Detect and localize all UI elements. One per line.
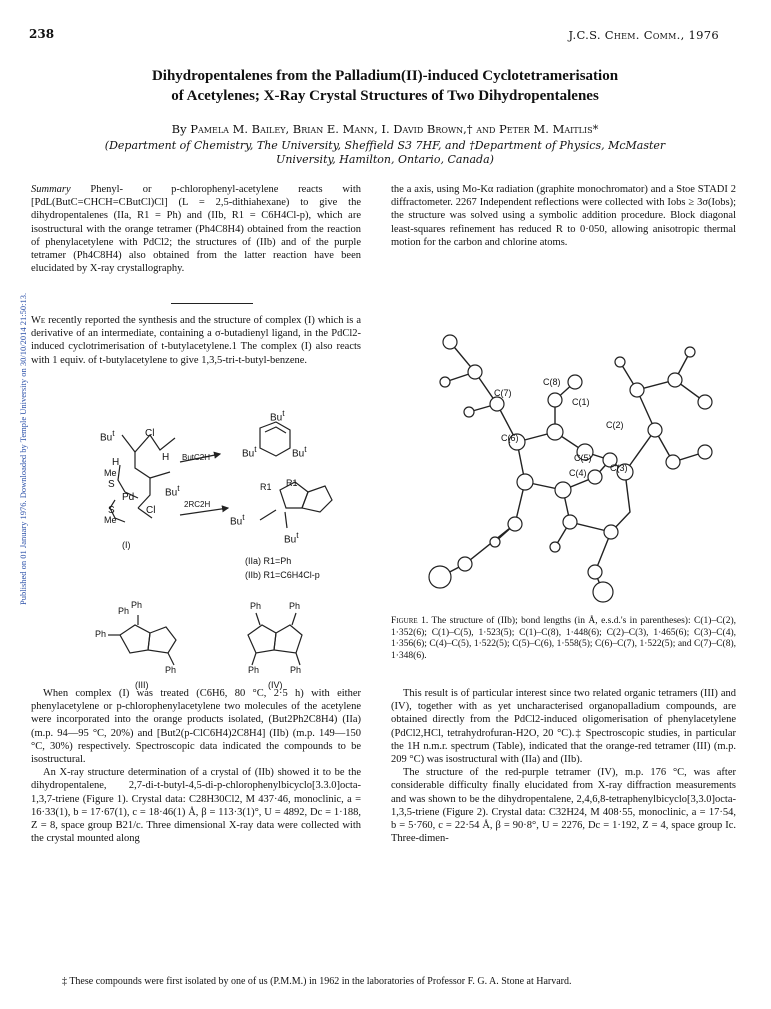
t-superscript: t bbox=[242, 512, 245, 522]
intro-lead-word: We bbox=[31, 315, 46, 326]
affiliation bbox=[90, 139, 680, 167]
t-superscript: t bbox=[254, 444, 257, 454]
atom-label-c2: C(2) bbox=[606, 420, 624, 430]
figure-caption-text: The structure of (IIb); bond lengths (in Å, e.s.d.'s in parentheses): C(1)–C(2), 1·352(6); C(1)–C(5), 1·523(5); C(1)–C(8), 1·448(6); C(2)–C(3), 1·465(6); C(3)–C(4), 1·356(6); C(4)–C(5), 1·522(5); C(5)–C(6), 1·558(5); C(6)–C(7), 1·522(5); and C(7)–C(8), 1·348(6). bbox=[391, 616, 736, 661]
but-text: Bu bbox=[100, 432, 113, 444]
author-by: By bbox=[171, 122, 187, 136]
discussion-paragraph-1: This result is of particular interest since two related organic tetramers (III) and (IV), together with as yet uncharacterised organopalladium compounds, are obtained directly from the PdCl2-induced oligomerisation of phenylacetylene (PdCl2,HCl, tetrahydrofuran-H2O, 20 °C).‡ Spectroscopic studies, in particular the 1H n.m.r. spectrum (Table), indicated that the orange-red tetramer (III) (m.p. 209 °C) was isostructural with (IIa) and (IIb). bbox=[391, 688, 736, 766]
t-superscript: t bbox=[304, 444, 307, 454]
compound-label-IIa: (IIa) R1=Ph bbox=[245, 556, 292, 566]
iii-ph-bottom: Ph bbox=[165, 665, 177, 675]
compound-label-IIb: (IIb) R1=C6H4Cl-p bbox=[245, 570, 320, 580]
figure-caption bbox=[391, 616, 736, 662]
but-text: Bu bbox=[292, 448, 305, 460]
atom-label-c3: C(3) bbox=[610, 463, 628, 473]
scheme-label-cl-1: Cl bbox=[145, 428, 155, 439]
scheme-label-h-1: H bbox=[112, 457, 120, 468]
affiliation-line-2: University, Hamilton, Ontario, Canada) bbox=[276, 153, 494, 166]
intro-paragraph bbox=[31, 314, 361, 367]
results-paragraph-1: When complex (I) was treated (C6H6, 80 °C, 2·5 h) with either phenylacetylene or p-chlorophenylacetylene two molecules of the acetylene were incorporated into the orange products isolated, (But2Ph2C8H4) (IIa) (m.p. 94—95 °C, 20%) and [But2(p-ClC6H4)2C8H4] (IIb) (m.p. 149—150 °C, 30%) respectively. Spectroscopic data indicated the compounds to be isostructural. bbox=[31, 688, 361, 766]
title-line-1: Dihydropentalenes from the Palladium(II)-induced Cyclotetramerisation bbox=[151, 68, 619, 84]
crystal-structure-figure bbox=[405, 292, 725, 607]
atom-label-c1: C(1) bbox=[572, 397, 590, 407]
iii-ph-top-1: Ph bbox=[118, 606, 130, 616]
atom-label-c5: C(5) bbox=[574, 453, 592, 463]
summary-paragraph bbox=[31, 183, 361, 275]
article-title bbox=[60, 66, 710, 106]
but-text: Bu bbox=[165, 487, 178, 499]
scheme-label-me-2: Me bbox=[104, 515, 117, 525]
scheme-label-but-product-bottom bbox=[284, 530, 299, 545]
compound-label-I: (I) bbox=[122, 540, 131, 550]
methods-paragraph: the a axis, using Mo-Kα radiation (graphite monochromator) and a Stoe STADI 2 diffractometer. 2267 Independent reflections were collected with Iobs ≥ 3σ(Iobs); the structure was solved using a symbolic addition procedure. Block diagonal least-squares refinement has reduced R to 0·050, allowing anisotropic thermal motion for the carbon and chlorine atoms. bbox=[391, 184, 736, 248]
intro-text: recently reported the synthesis and the structure of complex (I) which is a derivative of an intermediate, containing a σ-butadienyl ligand, in the PdCl2-induced cyclotrimerisation of t-butylacetylene.1 The complex (I) also reacts with 1 equiv. of t-butylacetylene to give 1,3,5-tri-t-butyl-benzene. bbox=[31, 315, 361, 366]
scheme-label-but-top bbox=[270, 408, 285, 423]
but-text: Bu bbox=[230, 516, 243, 528]
results-column-right bbox=[391, 687, 736, 845]
footnote: ‡ These compounds were first isolated by one of us (P.M.M.) in 1962 in the laboratories of Professor F. G. A. Stone at Harvard. bbox=[62, 976, 572, 987]
scheme-label-but-left bbox=[242, 444, 257, 459]
atom-label-c4: C(4) bbox=[569, 468, 587, 478]
iv-ph-top-left: Ph bbox=[250, 601, 262, 611]
iv-ph-bottom-right: Ph bbox=[290, 665, 302, 675]
scheme-reagent-1: ButC2H bbox=[182, 453, 211, 462]
but-text: Bu bbox=[270, 412, 283, 424]
atom-label-c6: C(6) bbox=[501, 433, 519, 443]
author-names: Pamela M. Bailey, Brian E. Mann, I. David Brown,† and Peter M. Maitlis* bbox=[190, 122, 599, 136]
scheme-label-me-1: Me bbox=[104, 468, 117, 478]
scheme-label-s-2: S bbox=[108, 505, 115, 516]
t-superscript: t bbox=[282, 408, 285, 418]
figure-label: Figure 1. bbox=[391, 616, 429, 626]
scheme-label-but-product-left bbox=[230, 512, 245, 527]
scheme-label-cl-2: Cl bbox=[146, 505, 156, 516]
title-line-2: of Acetylenes; X-Ray Crystal Structures of Two Dihydropentalenes bbox=[171, 88, 599, 104]
scheme-label-r1-a: R1 bbox=[260, 482, 272, 492]
t-superscript: t bbox=[177, 483, 180, 493]
t-superscript: t bbox=[112, 428, 115, 438]
atom-label-c8: C(8) bbox=[543, 377, 561, 387]
but-text: Bu bbox=[242, 448, 255, 460]
affiliation-line-1: (Department of Chemistry, The University, Sheffield S3 7HF, and †Department of Physics, McMaster bbox=[104, 139, 666, 152]
scheme-label-pd: Pd bbox=[122, 492, 135, 503]
compound-label-III: (III) bbox=[135, 680, 149, 690]
iv-ph-top-right: Ph bbox=[289, 601, 301, 611]
discussion-paragraph-2: The structure of the red-purple tetramer (IV), m.p. 176 °C, was after considerable difficulty finally elucidated from X-ray diffraction measurements and was shown to be the dihydropentalene, 2,4,6,8-tetraphenylbicyclo[3,3.0]octa-1,3,5-triene (Figure 2). Crystal data: C32H24, M 408·55, monoclinic, a = 17·54, b = 5·760, c = 22·54 Å, β = 90·8°, U = 2276, Dc = 1·192, Z = 4, space group Ic. Three-dimen- bbox=[391, 767, 736, 845]
scheme-label-r1-b: R1 bbox=[286, 478, 298, 488]
scheme-reagent-2: 2RC2H bbox=[184, 500, 211, 509]
but-text: Bu bbox=[284, 534, 297, 546]
scheme-label-s-1: S bbox=[108, 479, 115, 490]
summary-text: Phenyl- or p-chlorophenyl-acetylene reacts with [PdL(ButC=CHCH=CButCl)Cl] (L = 2,5-dithiahexane) to give the dihydropentalenes (IIa, R1 = Ph) and (IIb, R1 = C6H4Cl-p), which are isostructural with the orange tetramer (Ph4C8H4) obtained from the reaction of phenylacetylene with PdCl2; the structures of (IIb) and of the purple tetramer (Ph4C8H4) also obtained from the latter reaction have been elucidated by X-ray crystallography. bbox=[31, 184, 362, 275]
compound-label-IV: (IV) bbox=[268, 680, 283, 690]
author-line bbox=[60, 122, 710, 136]
scheme-label-h-2: H bbox=[162, 452, 170, 463]
iii-ph-left: Ph bbox=[95, 629, 107, 639]
download-watermark-text: Published on 01 January 1976. Downloaded by Temple University on 30/10/2014 21:50:13. bbox=[18, 292, 28, 605]
iii-ph-top-2: Ph bbox=[131, 600, 143, 610]
scheme-label-but-1 bbox=[100, 428, 115, 443]
t-superscript: t bbox=[296, 530, 299, 540]
iv-ph-bottom-left: Ph bbox=[248, 665, 260, 675]
tetramer-structures bbox=[90, 605, 350, 680]
results-paragraph-2: An X-ray structure determination of a crystal of (IIb) showed it to be the dihydropentalene, 2,7-di-t-butyl-4,5-di-p-chlorophenylbicyclo[3.3.0]octa-1,3,7-triene (Figure 1). Crystal data: C28H30Cl2, M 437·46, monoclinic, a = 16·33(1), b = 17·67(1), c = 18·46(1) Å, β = 113·3(1)°, U = 4892, Dc = 1·188, Z = 8, space group B21/c. Three dimensional X-ray data were collected with the crystal mounted along bbox=[31, 767, 361, 845]
download-watermark bbox=[6, 205, 28, 605]
scheme-label-but-pd bbox=[165, 483, 180, 498]
atom-label-c7: C(7) bbox=[494, 388, 512, 398]
page-number: 238 bbox=[29, 27, 55, 41]
section-divider bbox=[171, 303, 253, 304]
results-column-left bbox=[31, 687, 361, 845]
summary-label: Summary bbox=[31, 184, 71, 195]
scheme-label-but-right bbox=[292, 444, 307, 459]
journal-header: J.C.S. Chem. Comm., 1976 bbox=[568, 28, 719, 42]
